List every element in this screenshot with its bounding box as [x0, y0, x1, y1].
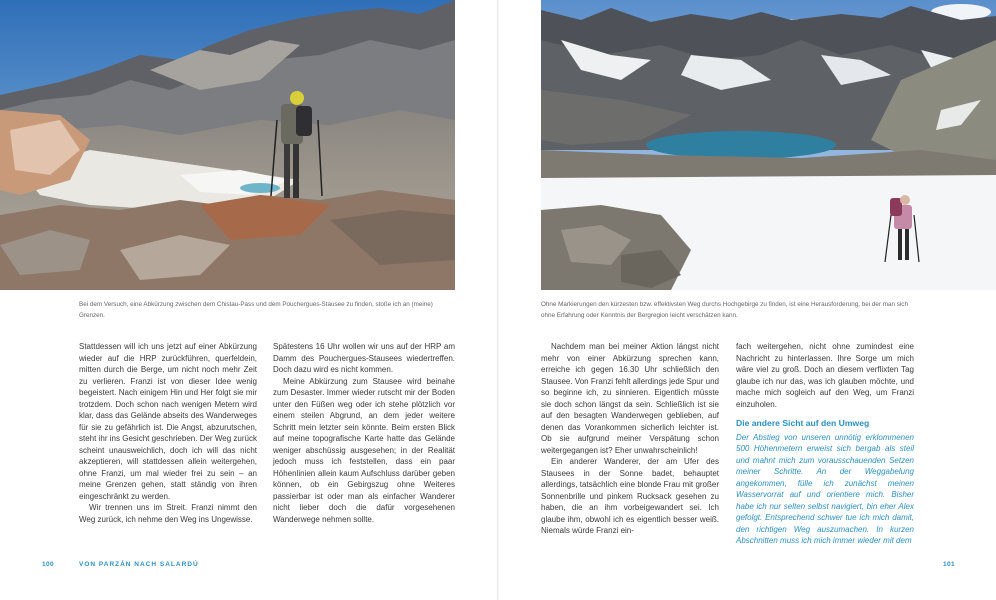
mountain-hiker-photo — [0, 0, 455, 290]
paragraph: fach weitergehen, nicht ohne zumindest eine Nachricht zu hinterlassen. Ihre Sorge um mich wäre viel zu groß. Doch an diesem verflixten Tag glaube ich nur das, was ich glauben möchte, und mache mich sogleich auf den Weg, um Franzi einzuholen. — [736, 342, 914, 409]
right-text-column-2 — [736, 341, 914, 547]
left-photo-caption: Bei dem Versuch, eine Abkürzung zwischen dem Chistau-Pass und dem Pouchergues-Stausee zu finden, stoße ich an (meine) Grenzen. — [79, 301, 433, 319]
sidebar-text: Der Abstieg von unseren unnötig erklommenen 500 Höhenmetern erweist sich bergab als steil und mahnt mich zum vorausschauenden Setzen meiner Schritte. An der Weggabelung angekommen, fülle ich zunächst meinen Wasservorrat auf und orientiere mich. Bisher habe ich nur selten selbst navigiert, bin eher Alex gefolgt. Entsprechend schwer tue ich mich damit, den richtigen Weg auszumachen. In kurzen Abschnitten muss ich mich immer wieder mit dem — [736, 432, 914, 545]
right-photo-caption: Ohne Markierungen den kürzesten bzw. effektivsten Weg durchs Hochgebirge zu finden, ist eine Herausforderung, bei der man sich ohne Erfahrung oder Kenntnis der Bergregion leicht verschätzen kann. — [541, 301, 908, 319]
paragraph: Meine Abkürzung zum Stausee wird beinahe zum Desaster. Immer wieder rutscht mir der Boden unter den Füßen weg oder ich stehe plötzlich vor einem steilen Abgrund, an dem jeder weitere Schritt mein letzter sein könnte. Beim ersten Blick auf meine topografische Karte hatte das Gelände weniger abschüssig ausgesehen; in der Realität jedoch muss ich feststellen, dass ein paar Höhenlinien allein kaum Aufschluss darüber geben können, ob ein Gebirgszug ohne Weiteres passierbar ist oder man als einfacher Wanderer nicht lieber doch die dafür vorgesehenen Wanderwege nehmen sollte. — [273, 376, 455, 524]
sidebar-heading: Die andere Sicht auf den Umweg — [736, 418, 870, 428]
page-gutter — [497, 0, 499, 600]
paragraph: Wir trennen uns im Streit. Franzi nimmt den Weg zurück, ich nehme den Weg ins Ungewisse. — [79, 503, 257, 524]
paragraph: Stattdessen will ich uns jetzt auf einer Abkürzung wieder auf die HRP zurückführen, querfeldein, mitten durch die Berge, um nicht noch mehr Zeit zu verlieren. Franzi ist von dieser Idee wenig begeistert. Nach einigem Hin und Her folgt sie mir trotzdem. Doch schon nach wenigen Metern wird klar, dass das Gelände abseits des Wanderweges für sie zu gefährlich ist. Die Angst, abzurutschen, steht ihr ins Gesicht geschrieben. Der Weg zurück scheint unausweichlich, doch ich will das nicht akzeptieren, will stattdessen allein weitergehen, ohne Franzi, um mal wieder frei zu sein – an meine Grenzen gehen, statt ständig von ihren eingeschränkt zu werden. — [79, 342, 257, 501]
alpine-lake-photo — [541, 0, 996, 290]
left-text-column-2 — [273, 341, 455, 525]
page-number-left: 100 — [42, 561, 55, 568]
right-text-column-1 — [541, 341, 719, 537]
left-text-column-1 — [79, 341, 257, 525]
page-number-right: 101 — [943, 561, 956, 568]
paragraph: Nachdem man bei meiner Aktion längst nicht mehr von einer Abkürzung sprechen kann, erreiche ich gegen 16.30 Uhr schließlich den Stausee. Von Franzi fehlt allerdings jede Spur und so beginne ich, zu sinnieren. Eigentlich müsste sie doch schon längst da sein. Schließlich ist sie auf den besagten Wanderwegen geblieben, auf denen das Vorankommen sicherlich leichter ist. Ob sie aufgrund meiner Verspätung schon weitergegangen ist? Eher unwahrscheinlich! — [541, 342, 719, 455]
running-head: VON PARZÁN NACH SALARDÚ — [79, 561, 199, 568]
paragraph: Ein anderer Wanderer, der am Ufer des Stausees in der Sonne badet, behauptet allerdings, tatsächlich eine blonde Frau mit großer Sonnenbrille und pinkem Rucksack gesehen zu haben, die an ihm vorbeigewandert sei. Ich glaube ihm, obwohl ich es eigentlich besser weiß. Niemals würde Franzi ein- — [541, 457, 719, 535]
paragraph: Spätestens 16 Uhr wollen wir uns auf der HRP am Damm des Pouchergues-Stausees wiedertreffen. Doch dazu wird es nicht kommen. — [273, 342, 455, 374]
